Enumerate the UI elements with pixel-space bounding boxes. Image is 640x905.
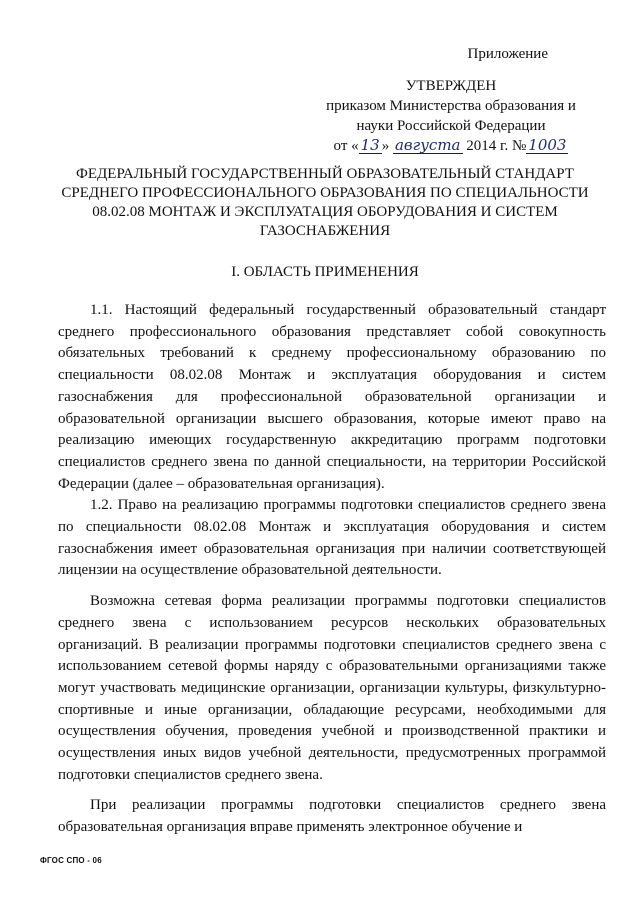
title-line-4: ГАЗОСНАБЖЕНИЯ — [259, 223, 391, 239]
handwritten-order-number: 1003 — [528, 136, 567, 154]
date-mid: » — [381, 138, 393, 154]
title-line-3: 08.02.08 МОНТАЖ И ЭКСПЛУАТАЦИЯ ОБОРУДОВАНИЯ И СИСТЕМ — [92, 204, 558, 220]
title-line-1: ФЕДЕРАЛЬНЫЙ ГОСУДАРСТВЕННЫЙ ОБРАЗОВАТЕЛЬНЫЙ СТАНДАРТ — [76, 166, 574, 182]
date-year: 2014 г. № — [462, 138, 527, 154]
order-line-1: приказом Министерства образования и — [326, 98, 576, 114]
paragraph-e-learning: При реализации программы подготовки специалистов среднего звена образовательная организация вправе применять электронное обучение и — [58, 797, 606, 836]
handwritten-day: 13 — [360, 136, 380, 154]
paragraph-1-2: 1.2. Право на реализацию программы подготовки специалистов среднего звена по специальности 08.02.08 Монтаж и эксплуатация оборудования и систем газоснабжения имеет образовательная организация при наличии соответствующей лицензии на осуществление образовательной деятельности. — [58, 497, 606, 579]
approval-block — [292, 44, 610, 156]
title-line-2: СРЕДНЕГО ПРОФЕССИОНАЛЬНОГО ОБРАЗОВАНИЯ ПО СПЕЦИАЛЬНОСТИ — [61, 185, 589, 201]
order-date-line — [292, 136, 610, 156]
standard-title — [40, 165, 610, 241]
body-text — [58, 300, 606, 839]
section-heading: I. ОБЛАСТЬ ПРИМЕНЕНИЯ — [231, 264, 419, 280]
date-prefix: от « — [333, 138, 359, 154]
handwritten-month: августа — [394, 136, 461, 154]
paragraph-1-1: 1.1. Настоящий федеральный государственный образовательный стандарт среднего профессионального образования представляет собой совокупность обязательных требований к среднему профессиональному образованию по специальности 08.02.08 Монтаж и эксплуатация оборудования и систем газоснабжения для профессиональной образовательной организации и образовательной организации высшего образования, которые имеют право на реализацию имеющих государственную аккредитацию программ подготовки специалистов среднего звена по данной специальности, на территории Российской Федерации (далее – образовательная организация). — [58, 302, 606, 492]
appendix-label: Приложение — [467, 46, 548, 62]
approved-label: УТВЕРЖДЕН — [405, 78, 497, 94]
footer-code: ФГОС СПО - 06 — [40, 856, 102, 865]
paragraph-network-form: Возможна сетевая форма реализации программы подготовки специалистов среднего звена с использованием ресурсов нескольких образовательных организаций. В реализации программы подготовки специалистов среднего звена с использованием сетевой формы наряду с образовательными организациями также могут участвовать медицинские организации, организации культуры, физкультурно-спортивные и иные организации, обладающие ресурсами, необходимыми для осуществления обучения, проведения учебной и производственной практики и осуществления иных видов учебной деятельности, предусмотренных программой подготовки специалистов среднего звена. — [58, 593, 606, 783]
order-line-2: науки Российской Федерации — [356, 118, 546, 134]
